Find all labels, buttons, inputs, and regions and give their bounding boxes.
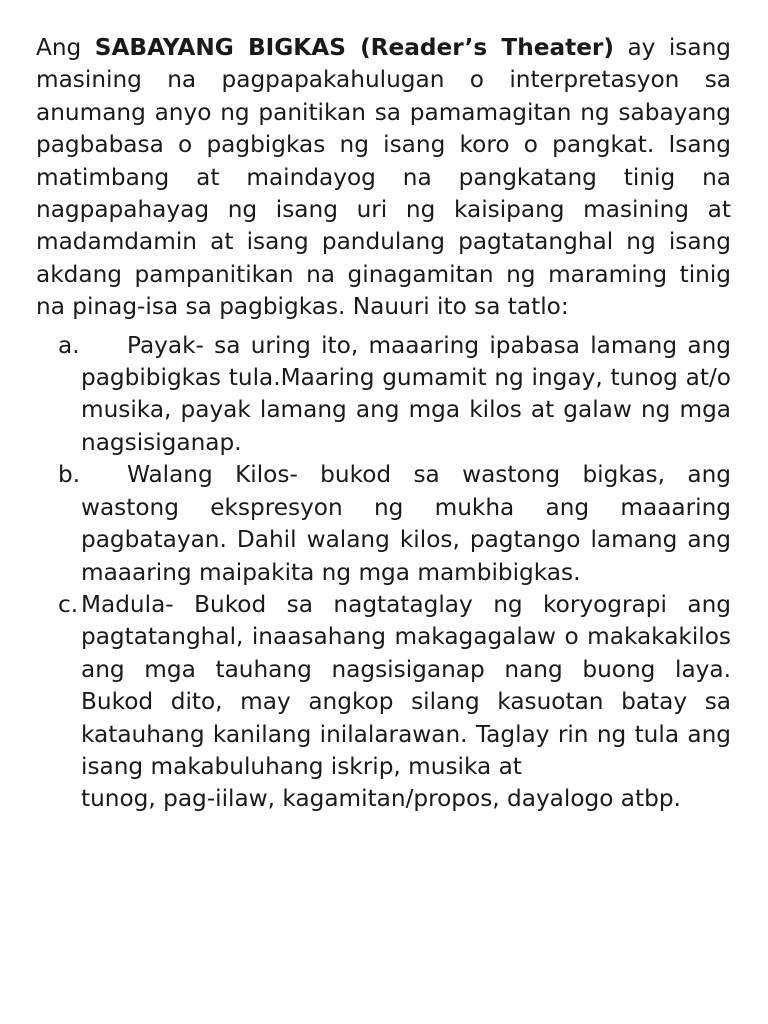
list-text-c-tail: tunog, pag-iilaw, kagamitan/propos, dayalogo atbp. (81, 785, 681, 813)
intro-bold-term: SABAYANG BIGKAS (Reader’s Theater) (94, 34, 614, 61)
list-marker-b: b. (58, 461, 81, 489)
list-text-c: Madula- Bukod sa nagtataglay ng koryograpi ang pagtatanghal, inaasahang makagagalaw o makakakilos ang mga tauhang nagsisiganap nang buong laya. Bukod dito, may angkop silang kasuotan batay sa katauhang kanilang inilalarawan. Taglay rin ng tula ang isang makabuluhang iskrip, musika at (81, 590, 731, 780)
intro-paragraph (36, 32, 731, 324)
list-marker-a: a. (58, 331, 80, 359)
intro-lead: Ang (36, 34, 82, 61)
list-item-c (36, 589, 731, 816)
intro-text: ay isang masining na pagpapakahulugan o interpretasyon sa anumang anyo ng panitikan sa pamamagitan ng sabayang pagbabasa o pagbigkas ng isang koro o pangkat. Isang matimbang at maindayog na pangkatang tinig na nagpapahayag ng isang uri ng kaisipang masining at madamdamin at isang pandulang pagtatanghal ng isang akdang pampanitikan na ginagamitan ng maraming tinig na pinag-isa sa pagbigkas. Nauuri ito sa tatlo: (36, 34, 732, 321)
list-marker-c: c. (58, 590, 79, 618)
document-page (36, 32, 731, 816)
list-item-b (36, 459, 731, 589)
list-text-a: Payak- sa uring ito, maaaring ipabasa lamang ang pagbibigkas tula.Maaring gumamit ng ingay, tunog at/o musika, payak lamang ang mga kilos at galaw ng mga nagsisiganap. (81, 331, 731, 456)
list-text-b: Walang Kilos- bukod sa wastong bigkas, ang wastong ekspresyon ng mukha ang maaaring pagbatayan. Dahil walang kilos, pagtango lamang ang maaaring maipakita ng mga mambibigkas. (81, 461, 731, 586)
classification-list (36, 330, 731, 816)
list-item-a (36, 330, 731, 460)
